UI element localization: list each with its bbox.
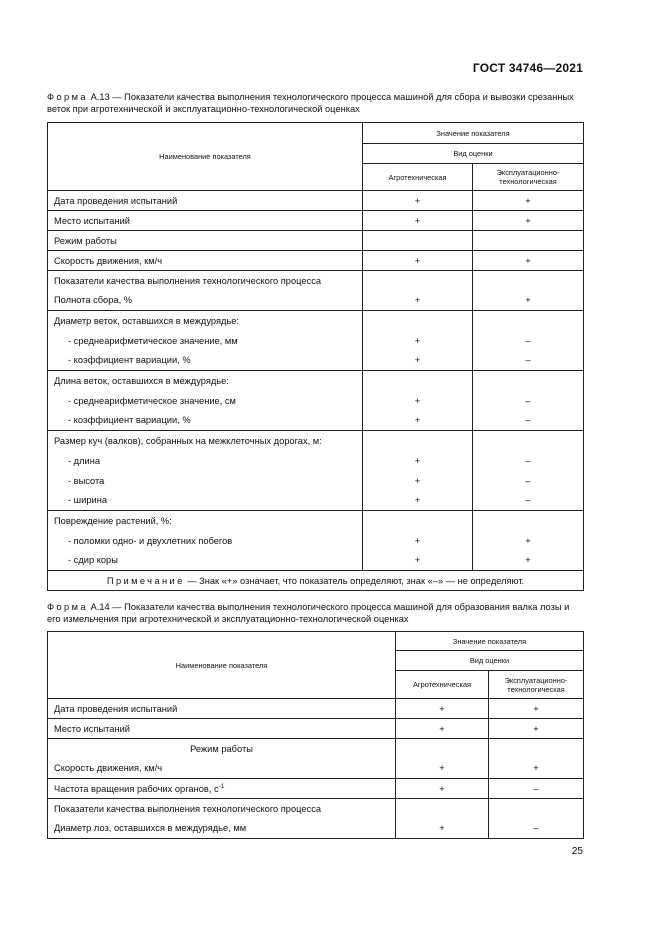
row-exploit-value: + xyxy=(473,531,584,551)
row-name: Повреждение растений, %: xyxy=(48,511,363,531)
row-name: Режим работы xyxy=(48,739,396,759)
row-agro-value: + xyxy=(363,191,473,211)
row-name: - среднеарифметическое значение, мм xyxy=(48,331,363,351)
row-name: - среднеарифметическое значение, см xyxy=(48,391,363,411)
row-exploit-value: – xyxy=(473,411,584,431)
table-row xyxy=(48,471,584,491)
unit-exponent: -1 xyxy=(218,782,225,790)
row-exploit-value xyxy=(473,271,584,291)
row-agro-value: + xyxy=(363,251,473,271)
row-exploit-value: – xyxy=(473,471,584,491)
row-agro-value: + xyxy=(363,531,473,551)
row-name: Дата проведения испытаний xyxy=(48,191,363,211)
row-name: Режим работы xyxy=(48,231,363,251)
row-exploit-value xyxy=(473,431,584,451)
form-a14-caption-word: Форма xyxy=(47,602,88,612)
form-a13-head-value: Значение показателя xyxy=(363,123,584,144)
row-exploit-value xyxy=(473,511,584,531)
table-row xyxy=(48,231,584,251)
row-exploit-value: + xyxy=(473,191,584,211)
row-exploit-value: + xyxy=(473,291,584,311)
row-agro-value xyxy=(363,231,473,251)
form-a13-head-name: Наименование показателя xyxy=(48,123,363,191)
row-agro-value xyxy=(363,271,473,291)
row-agro-value: + xyxy=(396,819,489,839)
row-agro-value xyxy=(363,371,473,391)
row-name: Скорость движения, км/ч xyxy=(48,759,396,779)
row-name: - поломки одно- и двухлетних побегов xyxy=(48,531,363,551)
form-a13-table xyxy=(47,122,584,591)
row-name-cell xyxy=(48,779,396,799)
table-row xyxy=(48,351,584,371)
row-exploit-value xyxy=(473,311,584,331)
row-name: Место испытаний xyxy=(48,211,363,231)
row-exploit-value xyxy=(473,371,584,391)
row-agro-value: + xyxy=(363,411,473,431)
row-agro-value: + xyxy=(363,391,473,411)
table-row xyxy=(48,451,584,471)
row-name: Диаметр веток, оставшихся в междурядье: xyxy=(48,311,363,331)
form-a14-table xyxy=(47,631,584,839)
table-row xyxy=(48,271,584,291)
form-a13-head-exploit: Эксплуатационно-технологическая xyxy=(473,164,584,191)
row-name: Показатели качества выполнения технологического процесса xyxy=(48,799,396,819)
row-name: - ширина xyxy=(48,491,363,511)
row-agro-value xyxy=(363,431,473,451)
note-text: — Знак «+» означает, что показатель определяют, знак «–» — не определяют. xyxy=(184,575,525,586)
row-agro-value: + xyxy=(363,351,473,371)
row-exploit-value: + xyxy=(489,719,584,739)
row-name: Диаметр лоз, оставшихся в междурядье, мм xyxy=(48,819,396,839)
row-agro-value: + xyxy=(396,719,489,739)
row-exploit-value: – xyxy=(489,779,584,799)
table-row xyxy=(48,411,584,431)
row-name: Скорость движения, км/ч xyxy=(48,251,363,271)
row-name: Дата проведения испытаний xyxy=(48,699,396,719)
row-exploit-value: – xyxy=(489,819,584,839)
row-exploit-value: – xyxy=(473,331,584,351)
row-exploit-value: + xyxy=(473,551,584,571)
row-exploit-value: + xyxy=(473,211,584,231)
table-row xyxy=(48,371,584,391)
row-agro-value xyxy=(363,311,473,331)
row-exploit-value: – xyxy=(473,491,584,511)
table-row xyxy=(48,491,584,511)
table-note-row xyxy=(48,571,584,591)
row-agro-value: + xyxy=(396,699,489,719)
row-name: Показатели качества выполнения технологического процесса xyxy=(48,271,363,291)
table-row xyxy=(48,511,584,531)
form-a13-caption-text: А.13 — Показатели качества выполнения технологического процесса машиной для сбора и вывозки срезанных веток при агротехнической и эксплуатационно-технологической оценках xyxy=(47,92,574,114)
form-a13-head-agro: Агротехническая xyxy=(363,164,473,191)
row-agro-value: + xyxy=(363,551,473,571)
table-row xyxy=(48,551,584,571)
row-exploit-value: + xyxy=(489,699,584,719)
row-name: Длина веток, оставшихся в междурядье: xyxy=(48,371,363,391)
form-a14-head-eval: Вид оценки xyxy=(396,651,584,671)
table-row xyxy=(48,391,584,411)
row-agro-value: + xyxy=(363,291,473,311)
row-agro-value: + xyxy=(363,491,473,511)
form-a13-head-eval: Вид оценки xyxy=(363,144,584,164)
row-name: Полнота сбора, % xyxy=(48,291,363,311)
page-number: 25 xyxy=(571,846,583,857)
row-exploit-value: + xyxy=(489,759,584,779)
row-agro-value: + xyxy=(396,779,489,799)
row-name: - длина xyxy=(48,451,363,471)
table-row xyxy=(48,291,584,311)
table-row xyxy=(48,431,584,451)
row-agro-value: + xyxy=(363,211,473,231)
form-a14-head-name: Наименование показателя xyxy=(48,632,396,699)
table-row xyxy=(48,719,584,739)
table-row xyxy=(48,211,584,231)
row-name: Место испытаний xyxy=(48,719,396,739)
table-row xyxy=(48,799,584,819)
table-row xyxy=(48,699,584,719)
row-exploit-value: + xyxy=(473,251,584,271)
form-a14-caption-text: А.14 — Показатели качества выполнения технологического процесса машиной для образования валка лозы и его измельчения при агротехнической и эксплуатационно-технологической оценках xyxy=(47,602,570,624)
row-exploit-value: – xyxy=(473,351,584,371)
row-exploit-value xyxy=(473,231,584,251)
table-row xyxy=(48,531,584,551)
row-exploit-value: – xyxy=(473,451,584,471)
form-a13-caption-word: Форма xyxy=(47,92,88,102)
row-name: - коэффициент вариации, % xyxy=(48,411,363,431)
row-agro-value xyxy=(363,511,473,531)
row-exploit-value xyxy=(489,799,584,819)
table-row xyxy=(48,739,584,759)
note-word: Примечание xyxy=(106,575,185,586)
table-note xyxy=(48,571,584,591)
row-name: Размер куч (валков), собранных на межклеточных дорогах, м: xyxy=(48,431,363,451)
table-row xyxy=(48,759,584,779)
form-a14-head-agro: Агротехническая xyxy=(396,671,489,699)
row-name: Частота вращения рабочих органов, с xyxy=(54,784,219,795)
row-agro-value: + xyxy=(363,471,473,491)
form-a13-caption xyxy=(47,91,582,115)
row-name: - высота xyxy=(48,471,363,491)
form-a14-caption xyxy=(47,601,582,625)
row-name: - коэффициент вариации, % xyxy=(48,351,363,371)
table-row xyxy=(48,191,584,211)
row-agro-value xyxy=(396,739,489,759)
row-name: - сдир коры xyxy=(48,551,363,571)
form-a14-head-exploit: Эксплуатационно-технологическая xyxy=(489,671,584,699)
form-a14-head-value: Значение показателя xyxy=(396,632,584,651)
table-row xyxy=(48,251,584,271)
table-row xyxy=(48,311,584,331)
document-code: ГОСТ 34746—2021 xyxy=(472,61,583,75)
row-agro-value: + xyxy=(363,451,473,471)
row-exploit-value xyxy=(489,739,584,759)
table-row xyxy=(48,331,584,351)
row-agro-value: + xyxy=(396,759,489,779)
table-row xyxy=(48,819,584,839)
row-exploit-value: – xyxy=(473,391,584,411)
table-row xyxy=(48,779,584,799)
row-agro-value: + xyxy=(363,331,473,351)
row-agro-value xyxy=(396,799,489,819)
